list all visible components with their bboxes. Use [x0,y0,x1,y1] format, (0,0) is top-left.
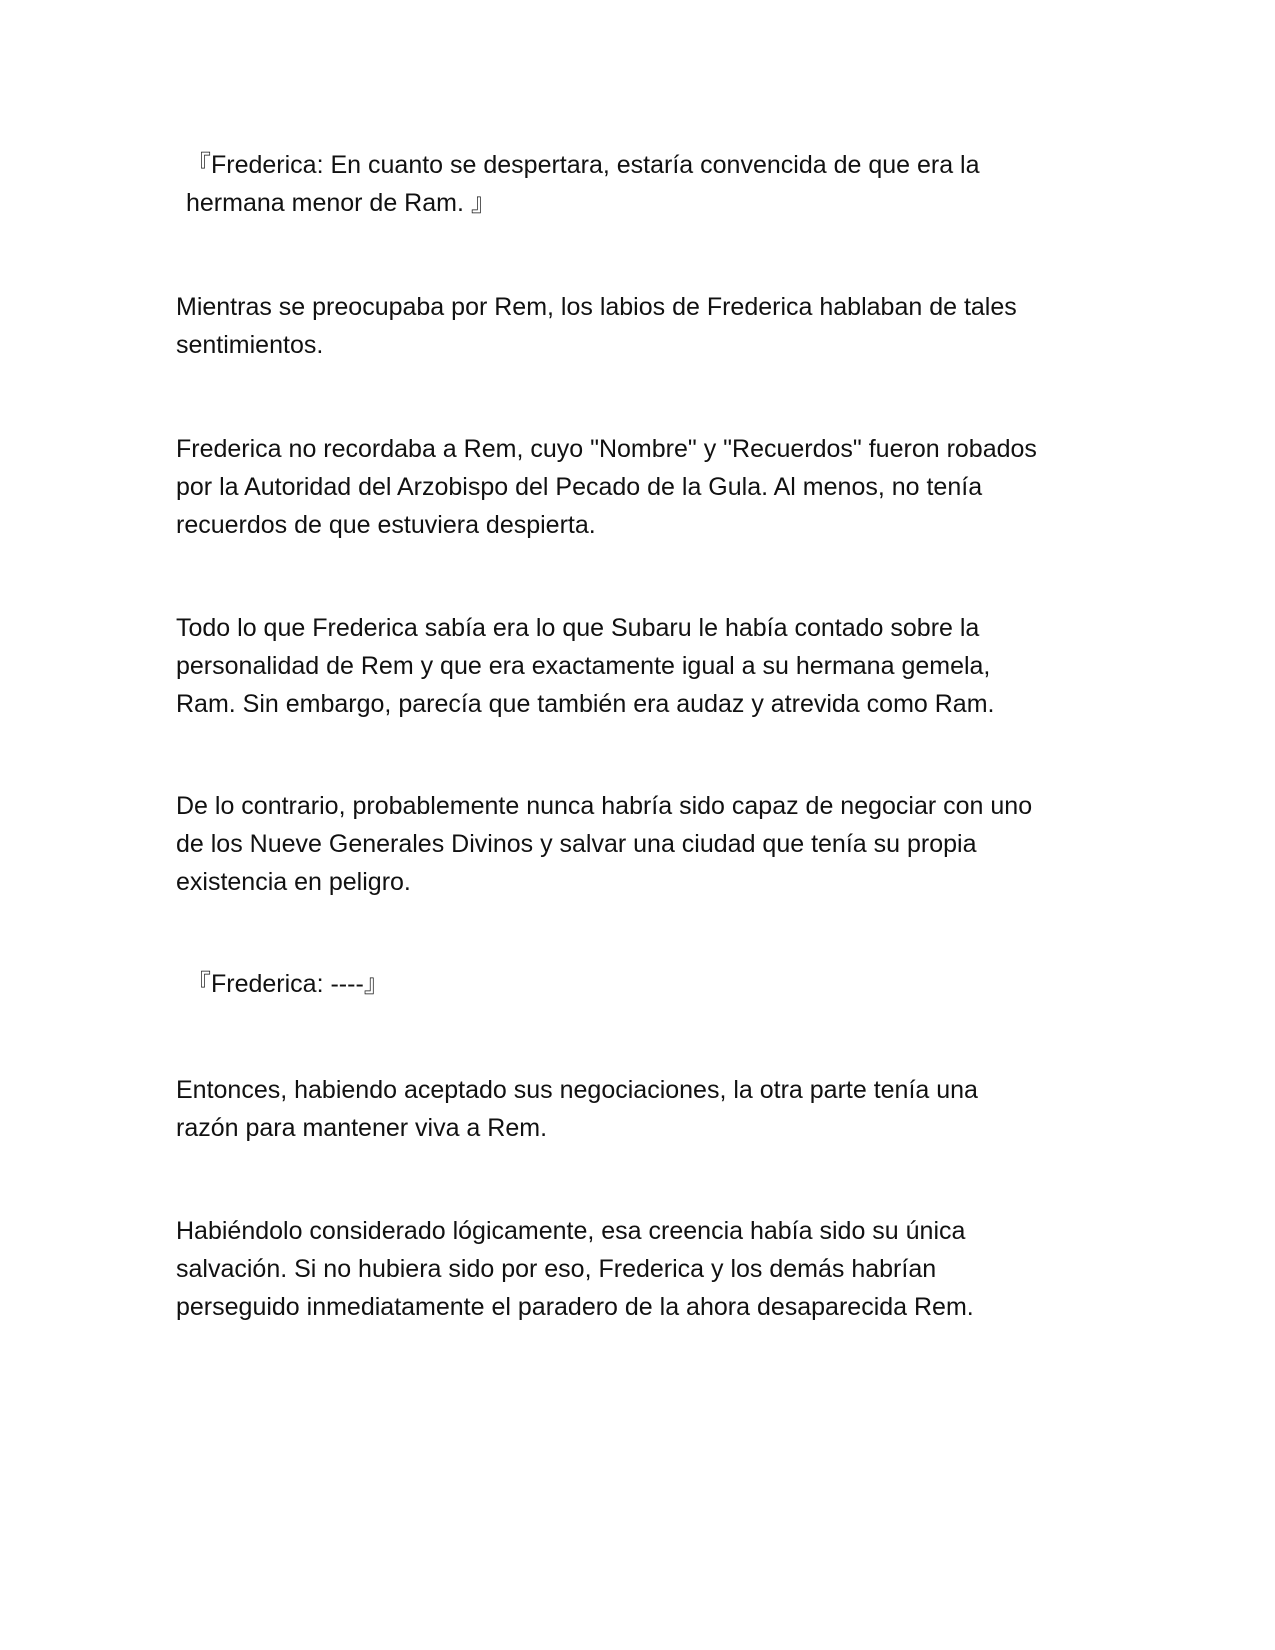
narration-paragraph-3: Todo lo que Frederica sabía era lo que Subaru le había contado sobre la personalidad de Rem y que era exactamente igual a su hermana gemela, Ram. Sin embargo, parecía que también era audaz y atrevida como Ram. [176,614,995,718]
narration-paragraph-6: Habiéndolo considerado lógicamente, esa creencia había sido su única salvación. Si no hubiera sido por eso, Frederica y los demás habrían perseguido inmediatamente el paradero de la ahora desaparecida Rem. [176,1217,974,1321]
narration-paragraph-2: Frederica no recordaba a Rem, cuyo "Nombre" y "Recuerdos" fueron robados por la Autoridad del Arzobispo del Pecado de la Gula. Al menos, no tenía recuerdos de que estuviera despierta. [176,435,1037,539]
narration-paragraph-5: Entonces, habiendo aceptado sus negociaciones, la otra parte tenía una razón para mantener viva a Rem. [176,1076,978,1142]
narration-paragraph-1: Mientras se preocupaba por Rem, los labios de Frederica hablaban de tales sentimientos. [176,293,1017,359]
dialogue-paragraph-2: 『Frederica: ----』 [186,970,389,998]
dialogue-paragraph-1: 『Frederica: En cuanto se despertara, estaría convencida de que era la hermana menor de Ram. 』 [186,151,980,217]
narration-paragraph-4: De lo contrario, probablemente nunca habría sido capaz de negociar con uno de los Nueve Generales Divinos y salvar una ciudad que tenía su propia existencia en peligro. [176,792,1033,896]
